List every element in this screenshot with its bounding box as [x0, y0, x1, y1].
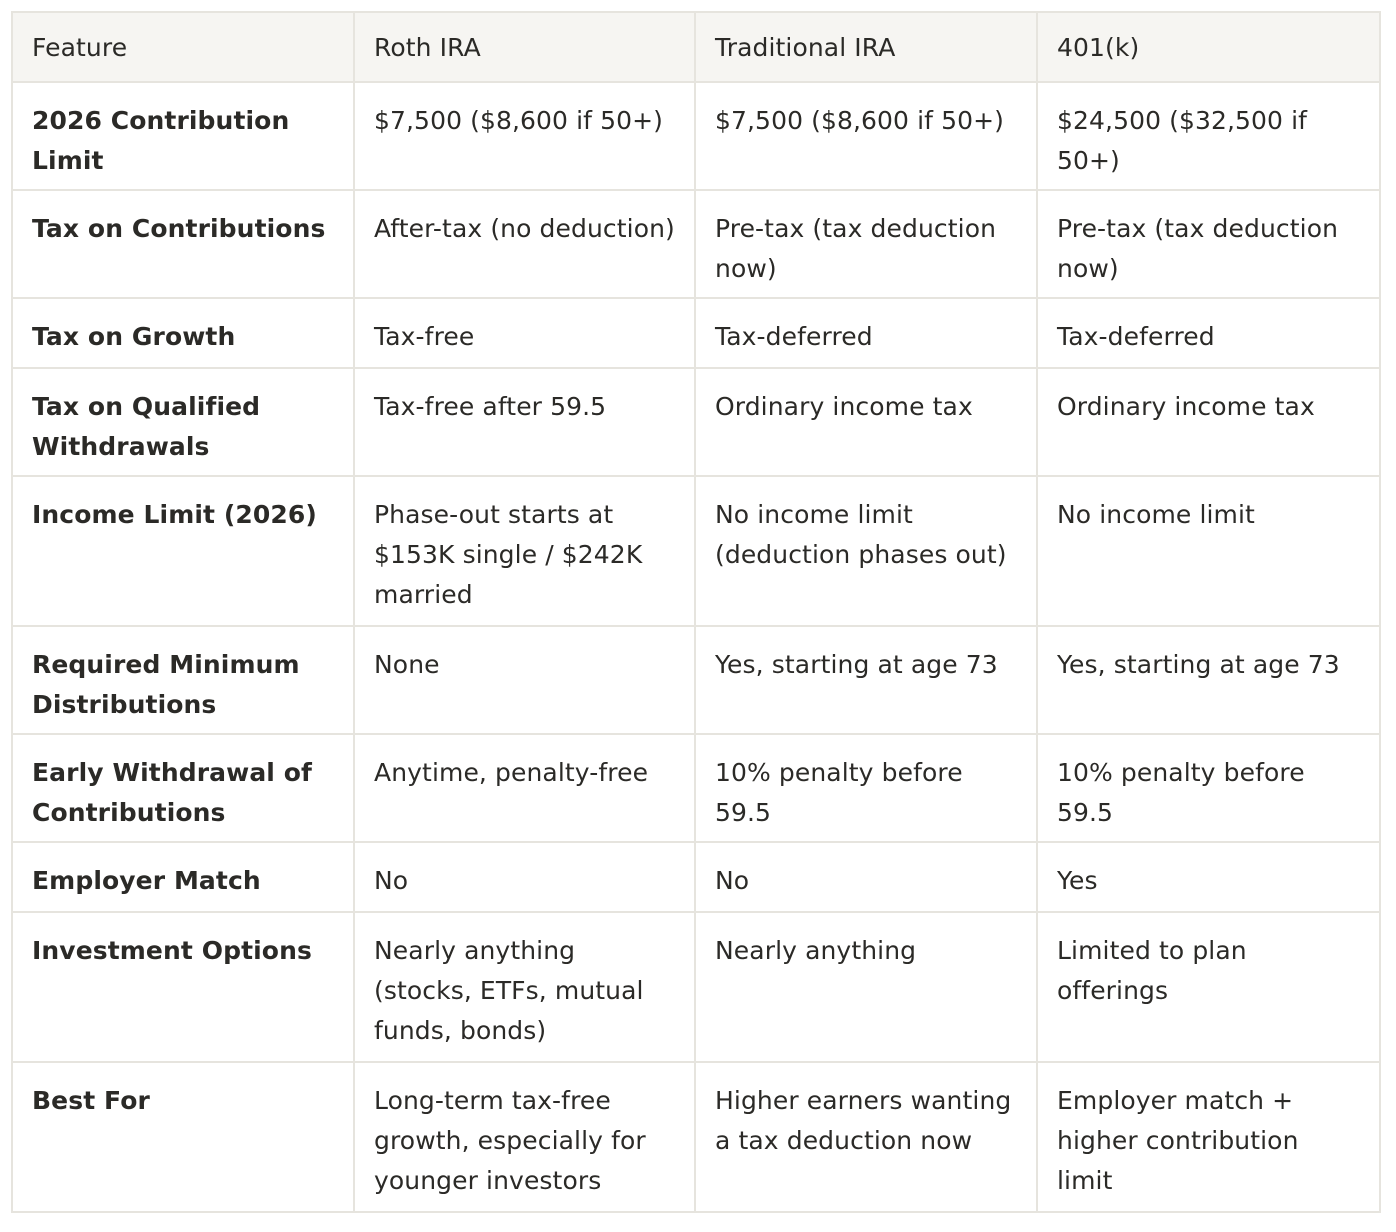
traditional-cell: Ordinary income tax — [695, 368, 1037, 476]
roth-cell: Tax-free — [354, 298, 695, 368]
roth-cell: Phase-out starts at $153K single / $242K married — [354, 476, 695, 626]
feature-cell: Tax on Contributions — [12, 190, 354, 298]
traditional-cell: Yes, starting at age 73 — [695, 626, 1037, 734]
roth-cell: Tax-free after 59.5 — [354, 368, 695, 476]
comparison-table-container — [11, 11, 1379, 1213]
roth-cell: None — [354, 626, 695, 734]
traditional-cell: 10% penalty before 59.5 — [695, 734, 1037, 842]
roth-cell: Anytime, penalty-free — [354, 734, 695, 842]
table-row — [12, 912, 1380, 1062]
feature-cell: Income Limit (2026) — [12, 476, 354, 626]
header-traditional-ira: Traditional IRA — [695, 12, 1037, 82]
k401-cell: No income limit — [1037, 476, 1380, 626]
k401-cell: Yes — [1037, 842, 1380, 912]
k401-cell: Ordinary income tax — [1037, 368, 1380, 476]
k401-cell: $24,500 ($32,500 if 50+) — [1037, 82, 1380, 190]
feature-cell: Tax on Qualified Withdrawals — [12, 368, 354, 476]
traditional-cell: Nearly anything — [695, 912, 1037, 1062]
table-row — [12, 476, 1380, 626]
header-row — [12, 12, 1380, 82]
traditional-cell: Higher earners wanting a tax deduction now — [695, 1062, 1037, 1212]
traditional-cell: Tax-deferred — [695, 298, 1037, 368]
k401-cell: Limited to plan offerings — [1037, 912, 1380, 1062]
roth-cell: $7,500 ($8,600 if 50+) — [354, 82, 695, 190]
feature-cell: Best For — [12, 1062, 354, 1212]
table-row — [12, 82, 1380, 190]
traditional-cell: No — [695, 842, 1037, 912]
feature-cell: Tax on Growth — [12, 298, 354, 368]
table-row — [12, 842, 1380, 912]
k401-cell: Pre-tax (tax deduction now) — [1037, 190, 1380, 298]
traditional-cell: Pre-tax (tax deduction now) — [695, 190, 1037, 298]
feature-cell: 2026 Contribution Limit — [12, 82, 354, 190]
header-feature: Feature — [12, 12, 354, 82]
table-header — [12, 12, 1380, 82]
table-row — [12, 626, 1380, 734]
feature-cell: Investment Options — [12, 912, 354, 1062]
table-row — [12, 1062, 1380, 1212]
retirement-account-comparison-table — [11, 11, 1381, 1213]
k401-cell: 10% penalty before 59.5 — [1037, 734, 1380, 842]
table-row — [12, 368, 1380, 476]
header-401k: 401(k) — [1037, 12, 1380, 82]
table-row — [12, 190, 1380, 298]
table-row — [12, 734, 1380, 842]
k401-cell: Employer match + higher contribution limit — [1037, 1062, 1380, 1212]
k401-cell: Yes, starting at age 73 — [1037, 626, 1380, 734]
traditional-cell: $7,500 ($8,600 if 50+) — [695, 82, 1037, 190]
table-body — [12, 82, 1380, 1212]
roth-cell: No — [354, 842, 695, 912]
feature-cell: Required Minimum Distributions — [12, 626, 354, 734]
feature-cell: Employer Match — [12, 842, 354, 912]
k401-cell: Tax-deferred — [1037, 298, 1380, 368]
roth-cell: Long-term tax-free growth, especially for younger investors — [354, 1062, 695, 1212]
table-row — [12, 298, 1380, 368]
traditional-cell: No income limit (deduction phases out) — [695, 476, 1037, 626]
roth-cell: Nearly anything (stocks, ETFs, mutual funds, bonds) — [354, 912, 695, 1062]
feature-cell: Early Withdrawal of Contributions — [12, 734, 354, 842]
header-roth-ira: Roth IRA — [354, 12, 695, 82]
roth-cell: After-tax (no deduction) — [354, 190, 695, 298]
